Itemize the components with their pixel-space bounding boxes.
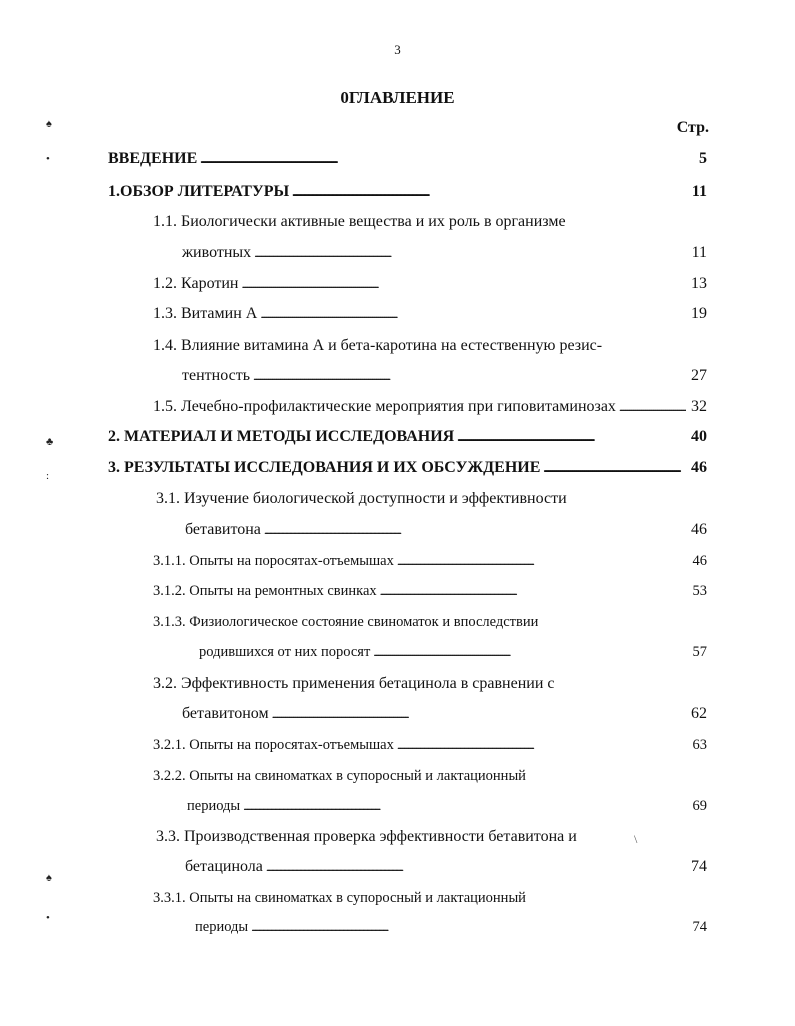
page-number: 3: [394, 42, 401, 57]
toc-entry[interactable]: [153, 583, 707, 600]
toc-entry-text: 3.3. Производственная проверка эффективности бетавитона и: [156, 828, 577, 845]
leader-dots: [380, 583, 686, 600]
toc-entry[interactable]: [156, 828, 577, 846]
toc-entry-text: 3.2. Эффективность применения бетацинола в сравнении с: [153, 675, 555, 692]
toc-entry-text: ВВЕДЕНИЕ: [108, 150, 198, 167]
toc-entry-text: животных: [182, 244, 252, 261]
toc-entry-text: 1.1. Биологически активные вещества и их роль в организме: [153, 213, 566, 230]
toc-entry-text: родившихся от них поросят: [199, 644, 371, 660]
toc-entry-text: бетавитоном: [182, 705, 269, 722]
toc-entry-text: 3.1. Изучение биологической доступности и эффективности: [156, 490, 567, 507]
toc-entry-text: 3.3.1. Опыты на свиноматках в супоросный и лактационный: [153, 890, 526, 906]
toc-entry-text: бетавитона: [185, 521, 261, 538]
toc-entry-text: 2. МАТЕРИАЛ И МЕТОДЫ ИССЛЕДОВАНИЯ: [108, 428, 455, 445]
toc-entry-text: 3.2.1. Опыты на поросятах-отъемышах: [153, 737, 394, 753]
toc-entry-text: бетацинола: [185, 858, 263, 875]
toc-entry[interactable]: [153, 275, 707, 293]
leader-dots: [260, 305, 686, 323]
leader-dots: [543, 459, 686, 477]
toc-entry[interactable]: [108, 183, 707, 201]
scan-mark: ♠: [46, 118, 52, 130]
toc-entry-continuation[interactable]: [182, 367, 707, 385]
leader-dots: [264, 521, 686, 539]
leader-dots: [272, 705, 686, 723]
leader-dots: [253, 367, 686, 385]
scan-mark: •: [46, 153, 50, 165]
toc-entry-page: 19: [691, 305, 707, 322]
leader-dots: [266, 858, 686, 876]
toc-entry-text: 3. РЕЗУЛЬТАТЫ ИССЛЕДОВАНИЯ И ИХ ОБСУЖДЕНИЕ: [108, 459, 541, 476]
toc-entry-page: 40: [691, 428, 707, 445]
toc-entry[interactable]: [108, 459, 707, 477]
scan-mark: ♣: [46, 436, 54, 448]
toc-entry[interactable]: [153, 398, 707, 416]
toc-entry-continuation[interactable]: [195, 919, 707, 936]
toc-entry-text: 1.4. Влияние витамина А и бета-каротина на естественную резис-: [153, 337, 603, 354]
toc-entry[interactable]: [153, 614, 538, 631]
toc-entry-page: 74: [691, 858, 707, 875]
scan-mark: •: [46, 912, 50, 924]
toc-entry[interactable]: [156, 490, 567, 508]
toc-entry[interactable]: [153, 768, 526, 785]
toc-entry-page: 11: [691, 183, 707, 200]
toc-entry-page: 32: [691, 398, 707, 415]
toc-entry[interactable]: [153, 305, 707, 323]
leader-dots: [457, 428, 686, 446]
toc-entry-page: 13: [691, 275, 707, 292]
toc-entry-page: 74: [692, 919, 707, 935]
toc-entry-page: 5: [699, 150, 707, 167]
toc-entry-text: 3.1.1. Опыты на поросятах-отъемышах: [153, 553, 394, 569]
leader-dots: [243, 798, 686, 815]
toc-entry-page: 57: [692, 644, 707, 660]
scan-mark: ♠: [46, 872, 52, 884]
toc-entry-page: 53: [692, 583, 707, 599]
toc-entry-page: 46: [691, 459, 707, 476]
leader-dots: [397, 553, 686, 570]
toc-entry-continuation[interactable]: [199, 644, 707, 661]
leader-dots: [397, 737, 686, 754]
toc-entry-text: 3.1.3. Физиологическое состояние свиноматок и впоследствии: [153, 614, 539, 630]
toc-entry[interactable]: [153, 737, 707, 754]
toc-entry[interactable]: [153, 890, 526, 907]
toc-entry-text: периоды: [195, 919, 249, 935]
scan-mark: \: [634, 832, 638, 846]
toc-entry-text: 1.ОБЗОР ЛИТЕРАТУРЫ: [108, 183, 290, 200]
toc-entry-text: 1.2. Каротин: [153, 275, 239, 292]
page-column-header: Стр.: [676, 119, 709, 136]
toc-entry-text: 1.5. Лечебно-профилактические мероприятия при гиповитаминозах: [153, 398, 616, 415]
toc-title: 0ГЛАВЛЕНИЕ: [340, 88, 455, 107]
toc-entry-page: 62: [691, 705, 707, 722]
leader-dots: [292, 183, 686, 201]
scan-mark: :: [46, 470, 50, 482]
toc-entry-continuation[interactable]: [182, 705, 707, 723]
toc-entry-continuation[interactable]: [185, 858, 707, 876]
toc-entry-continuation[interactable]: [182, 244, 707, 262]
toc-entry-continuation[interactable]: [185, 521, 707, 539]
toc-entry-page: 27: [691, 367, 707, 384]
toc-entry-text: 1.3. Витамин А: [153, 305, 258, 322]
toc-entry-page: 46: [692, 553, 707, 569]
toc-entry[interactable]: [108, 150, 707, 168]
toc-entry-continuation[interactable]: [187, 798, 707, 815]
toc-entry-text: 3.1.2. Опыты на ремонтных свинках: [153, 583, 377, 599]
leader-dots: [251, 919, 686, 936]
toc-entry-text: периоды: [187, 798, 241, 814]
toc-entry-page: 63: [692, 737, 707, 753]
leader-dots: [254, 244, 686, 262]
toc-entry[interactable]: [153, 553, 707, 570]
toc-entry[interactable]: [108, 428, 707, 446]
toc-entry[interactable]: [153, 213, 566, 231]
toc-entry-text: тентность: [182, 367, 250, 384]
toc-entry[interactable]: [153, 675, 554, 693]
leader-dots: [373, 644, 686, 661]
toc-entry-page: 46: [691, 521, 707, 538]
toc-entry-page: 11: [691, 244, 707, 261]
toc-entry-text: 3.2.2. Опыты на свиноматках в супоросный и лактационный: [153, 768, 526, 784]
toc-entry-page: 69: [692, 798, 707, 814]
leader-dots: [619, 398, 686, 416]
leader-dots: [200, 150, 686, 168]
toc-entry[interactable]: [153, 337, 602, 355]
leader-dots: [241, 275, 686, 293]
